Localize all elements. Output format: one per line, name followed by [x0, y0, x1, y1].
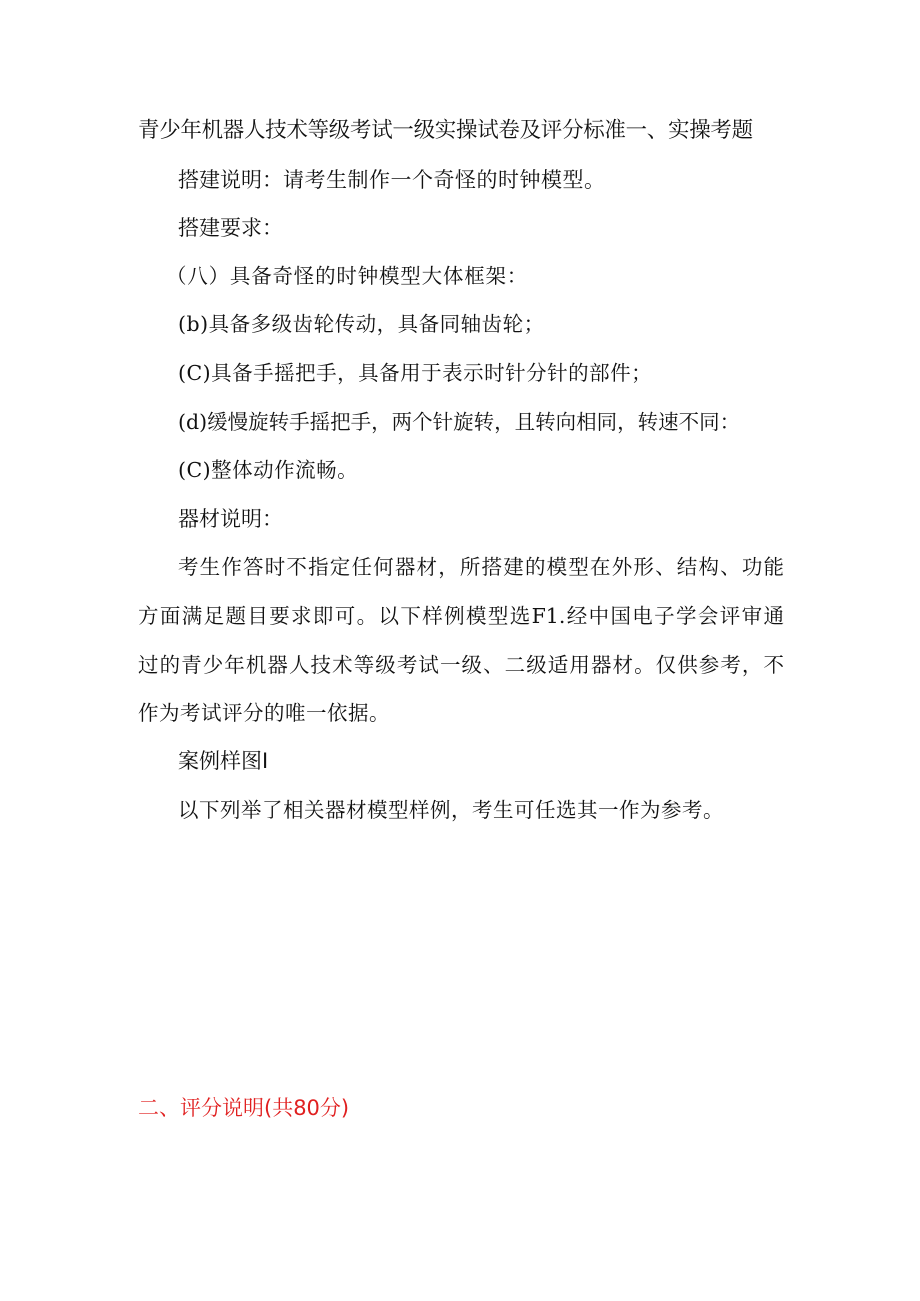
section-2-heading: 二、评分说明(共80分) [138, 1096, 350, 1120]
build-description-label: 搭建说明： [178, 168, 283, 192]
materials-paragraph-line-3: 过的青少年机器人技术等级考试一级、二级适用器材。仅供参考，不 [138, 653, 784, 677]
example-description: 以下列举了相关器材模型样例，考生可任选其一作为参考。 [178, 798, 724, 822]
materials-paragraph-line-2: 方面满足题目要求即可。以下样例模型选F1.经中国电子学会评审通 [138, 604, 784, 628]
materials-paragraph-line-4: 作为考试评分的唯一依据。 [138, 701, 390, 725]
requirement-item-e: (C)整体动作流畅。 [178, 458, 359, 482]
build-description [178, 166, 606, 194]
build-requirements-heading: 搭建要求： [178, 216, 283, 240]
materials-paragraph-line-1: 考生作答时不指定任何器材，所搭建的模型在外形、结构、功能 [178, 555, 784, 579]
requirement-item-d: (d)缓慢旋转手摇把手，两个针旋转，且转向相同，转速不同： [178, 410, 741, 434]
requirement-item-b: (b)具备多级齿轮传动，具备同轴齿轮； [178, 312, 545, 336]
document-title: 青少年机器人技术等级考试一级实操试卷及评分标准一、实操考题 [138, 118, 753, 143]
example-heading: 案例样图I [178, 749, 269, 773]
materials-heading: 器材说明： [178, 507, 283, 531]
build-description-value: 请考生制作一个奇怪的时钟模型。 [283, 168, 606, 192]
requirement-item-a: （八）具备奇怪的时钟模型大体框架： [166, 264, 529, 288]
requirement-item-c: (C)具备手摇把手，具备用于表示时针分针的部件； [178, 361, 653, 385]
